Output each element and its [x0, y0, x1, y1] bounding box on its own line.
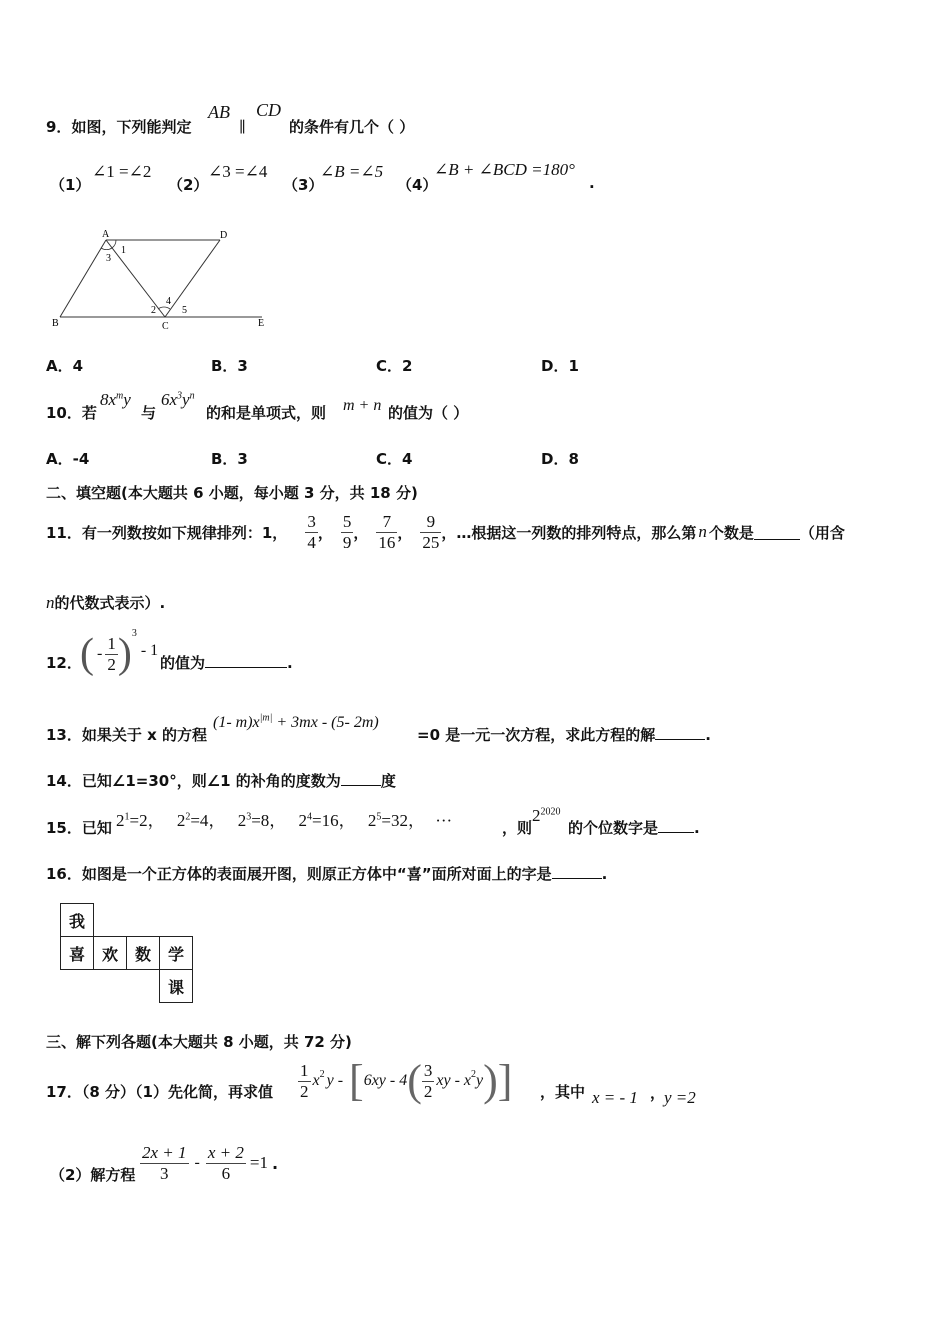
q14: 14．已知∠1=30°，则∠1 的补角的度数为 度: [46, 772, 396, 790]
q12-frac: $\frac{1}{2}$: [107, 633, 116, 674]
q10-option-b: B．3: [211, 450, 248, 468]
arc-4: [158, 307, 170, 309]
q9-cd: CD: [256, 100, 282, 120]
q10-option-c: C．4: [376, 450, 413, 468]
q9-ab: AB: [208, 102, 230, 122]
q15-text: 的个位数字是 .: [568, 819, 700, 837]
q13-answer-blank[interactable]: [655, 725, 705, 740]
q11-frac-4: $\frac{9}{25}$: [422, 511, 440, 552]
q12-answer-blank[interactable]: [205, 653, 287, 668]
q13-equation: (1- $m)x^{|m|} + 3mx - (5-$ 2m): [213, 712, 379, 731]
line-ac: [106, 240, 165, 317]
q15-answer-blank[interactable]: [658, 818, 694, 833]
q16-answer-blank[interactable]: [552, 864, 602, 879]
q11-frac-3: $\frac{7}{16}$: [378, 511, 396, 552]
q15-powers: $2^1=2$， $2^2=4$， $2^3=8$， $2^4=16$， $2^5=32$， ···: [116, 811, 453, 830]
cube-face-wo: 我: [61, 904, 94, 937]
q9-option-d: D．1: [541, 357, 579, 375]
q12-num: 12．: [46, 654, 82, 672]
q17-part2-label: （2）解方程: [50, 1166, 136, 1184]
line-ab: [60, 240, 106, 317]
q15-then: ，则: [502, 819, 533, 837]
q9-parallel: ∥: [239, 120, 246, 136]
line-cd: [165, 240, 220, 317]
q9-option-b: B．3: [211, 357, 248, 375]
q9-cond4: ∠B + ∠BCD =180°: [434, 160, 575, 179]
q11-frac-1: $\frac{3}{4}$: [307, 511, 316, 552]
q12-expression: ( - $\frac{1}{2}$ ) 3 - 1: [80, 628, 159, 677]
q9-cond1-label: （1）: [50, 176, 91, 194]
q17-frac-2: $\frac{x + 2}{6}$: [207, 1142, 244, 1183]
q11-frac-2: $\frac{5}{9}$: [342, 511, 352, 552]
q17-start: 17．（8 分）（1）先化简，再求值: [46, 1083, 273, 1101]
q9-cond3: ∠B =∠5: [320, 162, 384, 181]
q17-where: ，其中: [540, 1083, 586, 1101]
q14-answer-blank[interactable]: [341, 771, 381, 786]
q9-cond2-label: （2）: [168, 176, 209, 194]
label-angle-4: 4: [166, 296, 171, 307]
q9-text: 9．如图，下列能判定: [46, 118, 192, 136]
q9-figure: [48, 225, 278, 335]
q9-text-end: 的条件有几个（ ）: [289, 118, 415, 136]
q10-end: 的值为（ ）: [388, 404, 469, 422]
q10-m-plus-n: m + n: [343, 397, 382, 414]
label-angle-5: 5: [182, 305, 187, 316]
q11-line2: n的代数式表示）.: [46, 593, 166, 612]
q10-option-d: D．8: [541, 450, 579, 468]
arc-3: [101, 248, 112, 250]
cube-face-huan: 欢: [94, 937, 127, 970]
q13-start: 13．如果关于 x 的方程: [46, 726, 207, 744]
q10-option-a: A．-4: [46, 450, 90, 468]
cube-net: [60, 903, 193, 1003]
q10-start: 10．若: [46, 404, 97, 422]
q17-half: $\frac{1}{2}$: [300, 1060, 309, 1101]
q9-option-a: A．4: [46, 357, 84, 375]
q10-term2: $6x^3y^n$: [161, 390, 195, 409]
q10-mid: 的和是单项式，则: [206, 404, 327, 422]
q17-frac-1: $\frac{2x + 1}{3}$: [142, 1142, 187, 1183]
label-angle-2: 2: [151, 305, 156, 316]
label-angle-1: 1: [121, 245, 126, 256]
q17-x-value: x = - 1: [592, 1088, 638, 1107]
section-3-heading: 三、解下列各题(本大题共 8 小题，共 72 分): [46, 1033, 352, 1051]
label-a: A: [102, 229, 110, 240]
q17-y-value: y =2: [664, 1088, 696, 1107]
q9-cond-end: .: [589, 174, 595, 192]
cube-face-xi: 喜: [61, 937, 94, 970]
q17-expression: $\frac{1}{2}$ x 2 y - [ 6xy - 4 ( $\frac{3}{2}$ xy - x 2 y ) ]: [300, 1056, 513, 1105]
q10-term1: $8x^my$: [100, 390, 131, 409]
q9-option-c: C．2: [376, 357, 413, 375]
q9-cond1: ∠1 =∠2: [92, 162, 152, 181]
q17-part2-equation: $\frac{2x + 1}{3}$ - $\frac{x + 2}{6}$ =1 .: [142, 1142, 279, 1183]
q15-start: 15．已知: [46, 819, 112, 837]
label-b: B: [52, 318, 59, 329]
q17-three-halves: $\frac{3}{2}$: [423, 1060, 433, 1101]
q11-line1: 11．有一列数按如下规律排列：1， $\frac{3}{4}$ ， $\frac{5}{9}$ ， $\frac{7}{16}$ ， $\frac{9}{25}$ ， …根据这一列数的排列特点，那么第 n 个数是 （用含: [46, 511, 845, 552]
cube-face-xue: 学: [160, 937, 193, 970]
q9-cond4-label: （4）: [397, 176, 438, 194]
cube-face-ke: 课: [160, 970, 193, 1003]
q11-answer-blank[interactable]: [754, 525, 800, 540]
q10-with: 与: [141, 404, 157, 422]
arc-1: [112, 240, 116, 248]
label-c: C: [162, 321, 169, 332]
q16-text: 16．如图是一个正方体的表面展开图，则原正方体中“喜”面所对面上的字是 .: [46, 865, 608, 883]
section-2-heading: 二、填空题(本大题共 6 小题，每小题 3 分，共 18 分): [46, 484, 418, 502]
q15-big-power: $2^{2020}$: [532, 806, 561, 825]
q9-cond2: ∠3 =∠4: [208, 162, 268, 181]
label-angle-3: 3: [106, 253, 111, 264]
label-d: D: [220, 230, 228, 241]
cube-face-shu: 数: [127, 937, 160, 970]
q12-text: 的值为 .: [160, 654, 293, 672]
q13-text: =0 是一元一次方程，求此方程的解 .: [417, 726, 711, 744]
q17-comma: ，: [650, 1084, 666, 1102]
q9-cond3-label: （3）: [283, 176, 324, 194]
label-e: E: [258, 318, 265, 329]
